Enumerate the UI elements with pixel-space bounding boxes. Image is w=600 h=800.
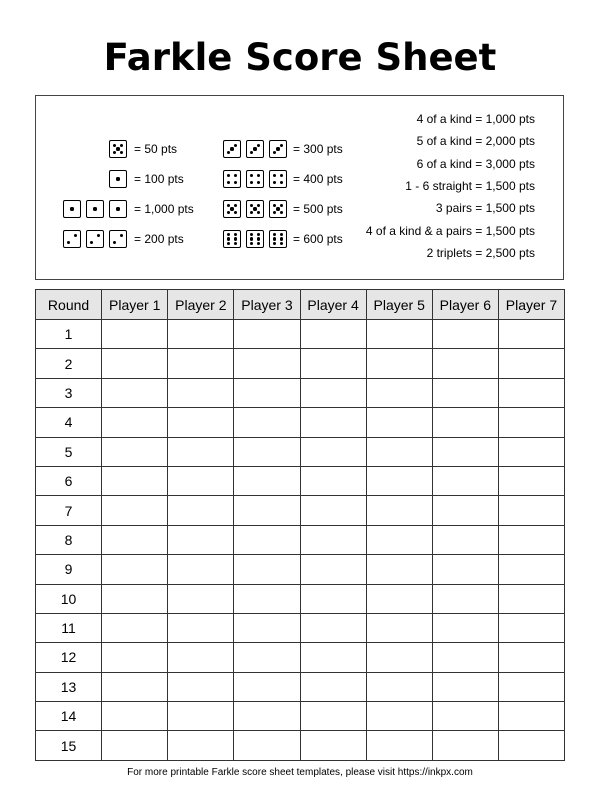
pip bbox=[250, 151, 253, 154]
score-cell[interactable] bbox=[300, 672, 366, 701]
pip bbox=[234, 204, 237, 207]
pip bbox=[280, 204, 283, 207]
score-cell[interactable] bbox=[234, 437, 300, 466]
score-cell[interactable] bbox=[432, 349, 498, 378]
pip bbox=[273, 233, 276, 236]
score-cell[interactable] bbox=[168, 408, 234, 437]
score-cell[interactable] bbox=[432, 408, 498, 437]
score-cell[interactable] bbox=[498, 613, 564, 642]
round-number: 14 bbox=[36, 702, 102, 731]
score-cell[interactable] bbox=[366, 555, 432, 584]
die-face-4-icon bbox=[246, 170, 264, 188]
score-cell[interactable] bbox=[498, 496, 564, 525]
score-cell[interactable] bbox=[432, 555, 498, 584]
scoring-rule: 4 of a kind & a pairs = 1,500 pts bbox=[365, 223, 535, 238]
pip bbox=[250, 174, 253, 177]
score-value-label: = 1,000 pts bbox=[134, 202, 194, 216]
score-cell[interactable] bbox=[168, 320, 234, 349]
round-number: 13 bbox=[36, 672, 102, 701]
pip bbox=[70, 207, 73, 210]
pip bbox=[113, 241, 116, 244]
column-header: Player 6 bbox=[432, 290, 498, 320]
table-row bbox=[36, 702, 565, 731]
score-cell[interactable] bbox=[102, 584, 168, 613]
scoring-legend bbox=[35, 95, 564, 280]
score-cell[interactable] bbox=[366, 466, 432, 495]
die-face-5-icon bbox=[109, 140, 127, 158]
score-cell[interactable] bbox=[498, 378, 564, 407]
score-cell[interactable] bbox=[234, 584, 300, 613]
pip bbox=[280, 242, 283, 245]
footer-note: For more printable Farkle score sheet templates, please visit https://inkpx.com bbox=[127, 767, 473, 778]
column-header: Player 4 bbox=[300, 290, 366, 320]
score-cell[interactable] bbox=[366, 349, 432, 378]
scoring-rule: 4 of a kind = 1,000 pts bbox=[416, 112, 535, 126]
scoring-rule: 1 - 6 straight = 1,500 pts bbox=[405, 178, 535, 193]
score-cell[interactable] bbox=[432, 672, 498, 701]
score-cell[interactable] bbox=[432, 525, 498, 554]
pip bbox=[234, 233, 237, 236]
pip bbox=[227, 211, 230, 214]
table-row bbox=[36, 584, 565, 613]
score-cell[interactable] bbox=[498, 466, 564, 495]
pip bbox=[234, 237, 237, 240]
pip bbox=[230, 207, 233, 210]
score-cell[interactable] bbox=[498, 584, 564, 613]
pip bbox=[74, 234, 77, 237]
die-face-4-icon bbox=[269, 170, 287, 188]
score-cell[interactable] bbox=[234, 349, 300, 378]
score-cell[interactable] bbox=[366, 437, 432, 466]
score-cell[interactable] bbox=[168, 378, 234, 407]
score-cell[interactable] bbox=[366, 320, 432, 349]
die-face-2-icon bbox=[86, 230, 104, 248]
pip bbox=[257, 181, 260, 184]
column-header: Round bbox=[36, 290, 102, 320]
score-value-label: = 200 pts bbox=[134, 232, 184, 246]
score-cell[interactable] bbox=[300, 702, 366, 731]
score-value-label: = 100 pts bbox=[134, 172, 184, 186]
die-face-3-icon bbox=[269, 140, 287, 158]
score-cell[interactable] bbox=[432, 702, 498, 731]
pip bbox=[227, 181, 230, 184]
score-cell[interactable] bbox=[102, 466, 168, 495]
score-cell[interactable] bbox=[300, 349, 366, 378]
pip bbox=[257, 237, 260, 240]
score-cell[interactable] bbox=[300, 496, 366, 525]
table-row bbox=[36, 731, 565, 760]
score-cell[interactable] bbox=[432, 466, 498, 495]
score-cell[interactable] bbox=[168, 466, 234, 495]
die-face-6-icon bbox=[223, 230, 241, 248]
score-cell[interactable] bbox=[366, 525, 432, 554]
die-face-1-icon bbox=[86, 200, 104, 218]
score-cell[interactable] bbox=[168, 672, 234, 701]
score-cell[interactable] bbox=[300, 320, 366, 349]
score-cell[interactable] bbox=[234, 320, 300, 349]
round-number: 7 bbox=[36, 496, 102, 525]
pip bbox=[227, 233, 230, 236]
pip bbox=[276, 147, 279, 150]
score-cell[interactable] bbox=[168, 437, 234, 466]
pip bbox=[273, 242, 276, 245]
pip bbox=[257, 174, 260, 177]
die-face-4-icon bbox=[223, 170, 241, 188]
score-cell[interactable] bbox=[498, 555, 564, 584]
pip bbox=[280, 181, 283, 184]
round-number: 1 bbox=[36, 320, 102, 349]
pip bbox=[227, 242, 230, 245]
score-cell[interactable] bbox=[168, 555, 234, 584]
column-header: Player 1 bbox=[102, 290, 168, 320]
pip bbox=[234, 144, 237, 147]
score-cell[interactable] bbox=[498, 702, 564, 731]
score-cell[interactable] bbox=[102, 349, 168, 378]
pip bbox=[280, 233, 283, 236]
score-cell[interactable] bbox=[234, 731, 300, 760]
scoring-rule: 5 of a kind = 2,000 pts bbox=[416, 134, 535, 149]
score-cell[interactable] bbox=[234, 672, 300, 701]
score-cell[interactable] bbox=[102, 378, 168, 407]
score-cell[interactable] bbox=[102, 555, 168, 584]
pip bbox=[250, 181, 253, 184]
score-cell[interactable] bbox=[432, 378, 498, 407]
score-cell[interactable] bbox=[498, 672, 564, 701]
score-cell[interactable] bbox=[234, 613, 300, 642]
table-row bbox=[36, 525, 565, 554]
score-value-label: = 300 pts bbox=[293, 142, 343, 156]
score-cell[interactable] bbox=[432, 584, 498, 613]
pip bbox=[227, 151, 230, 154]
score-cell[interactable] bbox=[234, 496, 300, 525]
score-table bbox=[35, 289, 565, 761]
table-header-row bbox=[36, 290, 565, 320]
score-cell[interactable] bbox=[366, 408, 432, 437]
pip bbox=[250, 211, 253, 214]
score-cell[interactable] bbox=[102, 731, 168, 760]
pip bbox=[250, 233, 253, 236]
die-face-1-icon bbox=[63, 200, 81, 218]
score-cell[interactable] bbox=[498, 349, 564, 378]
pip bbox=[257, 144, 260, 147]
score-cell[interactable] bbox=[102, 525, 168, 554]
score-cell[interactable] bbox=[498, 731, 564, 760]
score-cell[interactable] bbox=[234, 408, 300, 437]
pip bbox=[273, 211, 276, 214]
pip bbox=[250, 237, 253, 240]
score-cell[interactable] bbox=[234, 466, 300, 495]
score-cell[interactable] bbox=[102, 613, 168, 642]
pip bbox=[116, 177, 119, 180]
round-number: 9 bbox=[36, 555, 102, 584]
score-cell[interactable] bbox=[498, 408, 564, 437]
score-cell[interactable] bbox=[432, 613, 498, 642]
score-cell[interactable] bbox=[432, 320, 498, 349]
round-number: 4 bbox=[36, 408, 102, 437]
score-cell[interactable] bbox=[168, 731, 234, 760]
score-cell[interactable] bbox=[234, 525, 300, 554]
pip bbox=[280, 237, 283, 240]
table-row bbox=[36, 437, 565, 466]
pip bbox=[113, 151, 116, 154]
die-face-5-icon bbox=[223, 200, 241, 218]
table-row bbox=[36, 408, 565, 437]
pip bbox=[273, 174, 276, 177]
score-cell[interactable] bbox=[300, 731, 366, 760]
table-body bbox=[36, 320, 565, 761]
die-face-2-icon bbox=[109, 230, 127, 248]
pip bbox=[280, 144, 283, 147]
round-number: 3 bbox=[36, 378, 102, 407]
score-cell[interactable] bbox=[300, 466, 366, 495]
score-cell[interactable] bbox=[234, 702, 300, 731]
pip bbox=[250, 242, 253, 245]
die-face-5-icon bbox=[269, 200, 287, 218]
pip bbox=[280, 174, 283, 177]
score-cell[interactable] bbox=[366, 672, 432, 701]
scoring-rule: 6 of a kind = 3,000 pts bbox=[416, 156, 535, 171]
score-cell[interactable] bbox=[102, 437, 168, 466]
score-cell[interactable] bbox=[234, 555, 300, 584]
die-face-1-icon bbox=[109, 200, 127, 218]
pip bbox=[90, 241, 93, 244]
score-cell[interactable] bbox=[102, 320, 168, 349]
score-cell[interactable] bbox=[498, 437, 564, 466]
round-number: 8 bbox=[36, 525, 102, 554]
score-cell[interactable] bbox=[300, 555, 366, 584]
pip bbox=[253, 147, 256, 150]
table-row bbox=[36, 320, 565, 349]
pip bbox=[280, 211, 283, 214]
pip bbox=[67, 241, 70, 244]
pip bbox=[257, 242, 260, 245]
die-face-6-icon bbox=[269, 230, 287, 248]
score-cell[interactable] bbox=[366, 731, 432, 760]
column-header: Player 7 bbox=[498, 290, 564, 320]
die-face-6-icon bbox=[246, 230, 264, 248]
score-cell[interactable] bbox=[102, 672, 168, 701]
die-face-1-icon bbox=[109, 170, 127, 188]
table-row bbox=[36, 349, 565, 378]
score-value-label: = 600 pts bbox=[293, 232, 343, 246]
score-cell[interactable] bbox=[498, 643, 564, 672]
round-number: 15 bbox=[36, 731, 102, 760]
score-cell[interactable] bbox=[432, 643, 498, 672]
score-cell[interactable] bbox=[168, 702, 234, 731]
pip bbox=[116, 147, 119, 150]
score-cell[interactable] bbox=[168, 525, 234, 554]
round-number: 6 bbox=[36, 466, 102, 495]
score-cell[interactable] bbox=[102, 496, 168, 525]
score-cell[interactable] bbox=[102, 408, 168, 437]
score-cell[interactable] bbox=[432, 437, 498, 466]
score-cell[interactable] bbox=[234, 378, 300, 407]
pip bbox=[93, 207, 96, 210]
pip bbox=[116, 207, 119, 210]
table-row bbox=[36, 672, 565, 701]
pip bbox=[120, 234, 123, 237]
table-row bbox=[36, 466, 565, 495]
score-cell[interactable] bbox=[168, 584, 234, 613]
pip bbox=[273, 237, 276, 240]
score-cell[interactable] bbox=[300, 437, 366, 466]
score-cell[interactable] bbox=[366, 496, 432, 525]
score-cell[interactable] bbox=[168, 643, 234, 672]
score-cell[interactable] bbox=[498, 320, 564, 349]
pip bbox=[120, 151, 123, 154]
score-cell[interactable] bbox=[300, 613, 366, 642]
score-cell[interactable] bbox=[168, 496, 234, 525]
column-header: Player 3 bbox=[234, 290, 300, 320]
score-cell[interactable] bbox=[300, 584, 366, 613]
score-cell[interactable] bbox=[300, 378, 366, 407]
score-value-label: = 50 pts bbox=[134, 142, 178, 156]
pip bbox=[120, 144, 123, 147]
pip bbox=[227, 174, 230, 177]
page-title: Farkle Score Sheet bbox=[103, 36, 497, 79]
score-cell[interactable] bbox=[300, 643, 366, 672]
score-cell[interactable] bbox=[366, 643, 432, 672]
table-row bbox=[36, 613, 565, 642]
pip bbox=[230, 147, 233, 150]
round-number: 12 bbox=[36, 643, 102, 672]
pip bbox=[257, 204, 260, 207]
column-header: Player 2 bbox=[168, 290, 234, 320]
die-face-3-icon bbox=[223, 140, 241, 158]
score-value-label: = 500 pts bbox=[293, 202, 343, 216]
score-cell[interactable] bbox=[366, 613, 432, 642]
pip bbox=[97, 234, 100, 237]
pip bbox=[227, 237, 230, 240]
score-cell[interactable] bbox=[300, 408, 366, 437]
round-number: 2 bbox=[36, 349, 102, 378]
score-value-label: = 400 pts bbox=[293, 172, 343, 186]
score-cell[interactable] bbox=[102, 702, 168, 731]
score-cell[interactable] bbox=[366, 584, 432, 613]
score-cell[interactable] bbox=[498, 525, 564, 554]
pip bbox=[273, 151, 276, 154]
pip bbox=[234, 242, 237, 245]
die-face-5-icon bbox=[246, 200, 264, 218]
score-cell[interactable] bbox=[300, 525, 366, 554]
die-face-3-icon bbox=[246, 140, 264, 158]
pip bbox=[257, 211, 260, 214]
round-number: 5 bbox=[36, 437, 102, 466]
score-cell[interactable] bbox=[168, 349, 234, 378]
table-row bbox=[36, 643, 565, 672]
round-number: 10 bbox=[36, 584, 102, 613]
pip bbox=[273, 181, 276, 184]
score-cell[interactable] bbox=[102, 643, 168, 672]
pip bbox=[234, 181, 237, 184]
column-header: Player 5 bbox=[366, 290, 432, 320]
pip bbox=[257, 233, 260, 236]
table-row bbox=[36, 496, 565, 525]
score-cell[interactable] bbox=[432, 731, 498, 760]
round-number: 11 bbox=[36, 613, 102, 642]
pip bbox=[234, 211, 237, 214]
score-cell[interactable] bbox=[366, 378, 432, 407]
score-cell[interactable] bbox=[168, 613, 234, 642]
pip bbox=[276, 207, 279, 210]
score-cell[interactable] bbox=[366, 702, 432, 731]
table-row bbox=[36, 555, 565, 584]
die-face-2-icon bbox=[63, 230, 81, 248]
pip bbox=[253, 207, 256, 210]
score-cell[interactable] bbox=[432, 496, 498, 525]
score-cell[interactable] bbox=[234, 643, 300, 672]
scoring-rule: 3 pairs = 1,500 pts bbox=[435, 201, 535, 216]
table-row bbox=[36, 378, 565, 407]
pip bbox=[234, 174, 237, 177]
scoring-rule: 2 triplets = 2,500 pts bbox=[426, 245, 535, 260]
